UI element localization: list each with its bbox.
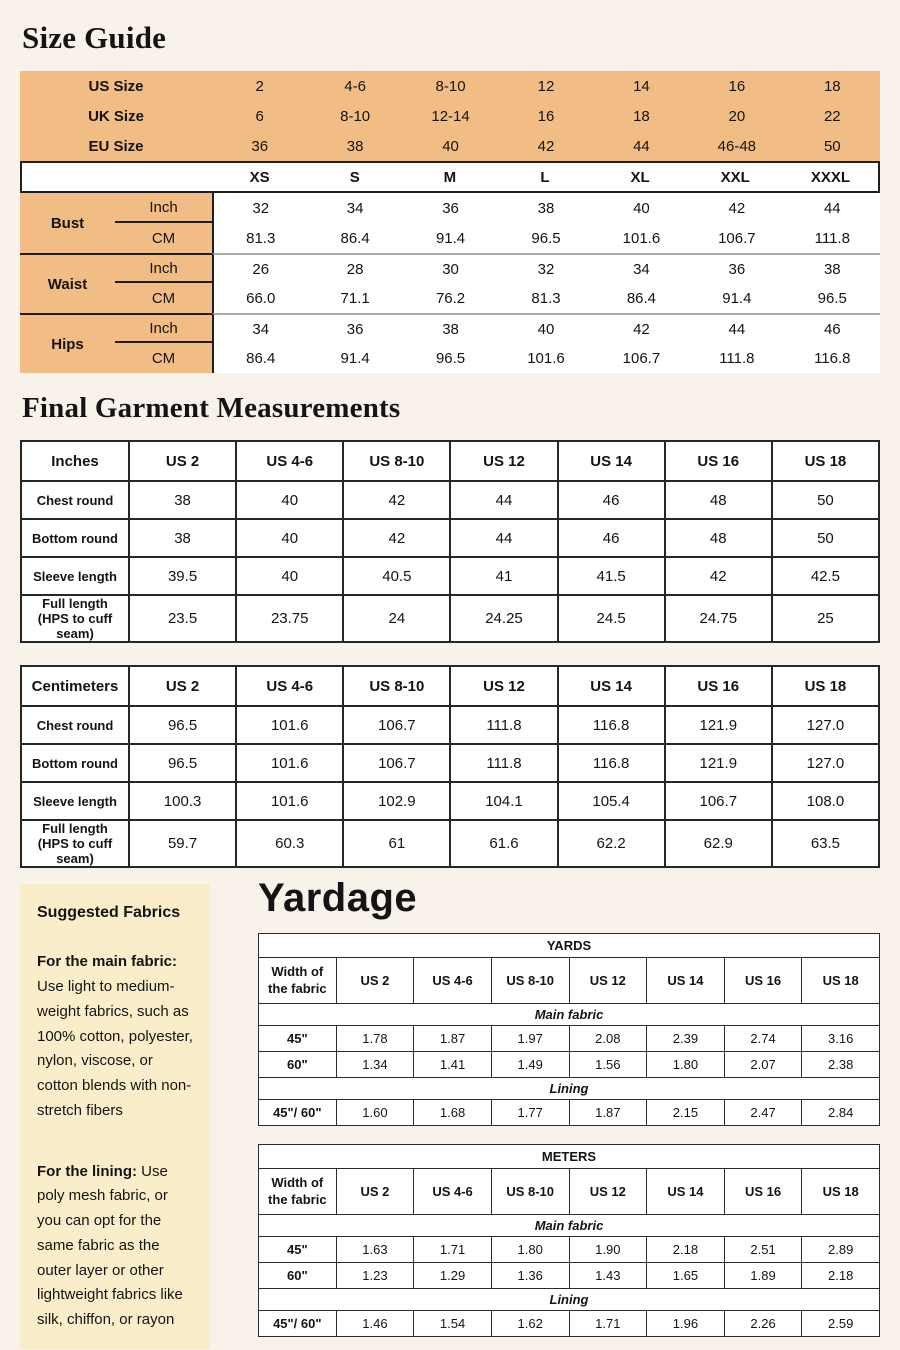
measure-value-cm: 96.5 — [403, 343, 498, 373]
yardage-header-row — [259, 1169, 880, 1215]
yardage-value: 1.34 — [336, 1052, 414, 1078]
garment-row — [21, 820, 879, 867]
size-column-header: US 12 — [569, 1169, 647, 1215]
yardage-data-row — [259, 1311, 880, 1337]
garment-value: 24 — [343, 595, 450, 642]
size-column-header: US 2 — [129, 441, 236, 481]
table-body — [259, 934, 880, 1126]
garment-value: 42.5 — [772, 557, 879, 595]
yardage-value: 2.15 — [647, 1100, 725, 1126]
yardage-column — [258, 876, 880, 1349]
yardage-section — [20, 876, 880, 1349]
conversion-value: 6 — [255, 107, 264, 125]
yardage-value: 1.87 — [414, 1026, 492, 1052]
garment-row — [21, 744, 879, 782]
measure-value-inch: 40 — [498, 313, 593, 343]
conversion-value: 16 — [728, 77, 746, 95]
yardage-value: 2.18 — [647, 1237, 725, 1263]
yardage-value: 2.51 — [724, 1237, 802, 1263]
garment-row-label: Sleeve length — [21, 782, 129, 820]
letter-row-spacer — [22, 163, 212, 191]
measure-value-inch: 36 — [403, 193, 498, 223]
yardage-value: 1.29 — [414, 1263, 492, 1289]
garment-value: 116.8 — [558, 744, 665, 782]
fabric-section-label: Lining — [259, 1289, 880, 1311]
yardage-value: 1.41 — [414, 1052, 492, 1078]
fabrics-heading: Suggested Fabrics — [37, 904, 181, 921]
letter-size-header: XXL — [720, 168, 750, 186]
measure-value-inch: 38 — [403, 313, 498, 343]
measure-label: Bust — [20, 193, 115, 253]
garment-value: 104.1 — [450, 782, 557, 820]
yardage-value: 1.49 — [491, 1052, 569, 1078]
conversion-value: 38 — [346, 137, 364, 155]
yardage-value: 2.74 — [724, 1026, 802, 1052]
conversion-value: 14 — [633, 77, 650, 95]
size-column-header: US 8-10 — [491, 1169, 569, 1215]
yardage-value: 1.89 — [724, 1263, 802, 1289]
garment-value: 127.0 — [772, 744, 879, 782]
yardage-value: 1.87 — [569, 1100, 647, 1126]
size-column-header: US 8-10 — [343, 441, 450, 481]
garment-value: 121.9 — [665, 744, 772, 782]
size-column-header: US 4-6 — [414, 1169, 492, 1215]
measure-value-inch: 46 — [785, 313, 880, 343]
yardage-value: 2.59 — [802, 1311, 880, 1337]
measure-value-cm: 71.1 — [307, 283, 402, 313]
yardage-value: 1.56 — [569, 1052, 647, 1078]
page-title: Size Guide — [22, 20, 167, 55]
lining-fabric-label: For the lining: — [37, 1162, 137, 1180]
measure-value-inch: 36 — [307, 313, 402, 343]
unit-label-cm: CM — [115, 343, 212, 373]
width-column-header: Width of the fabric — [259, 958, 337, 1004]
garment-value: 111.8 — [450, 706, 557, 744]
measure-value-cm: 101.6 — [594, 223, 689, 253]
size-column-header: US 4-6 — [414, 958, 492, 1004]
yardage-data-row — [259, 1237, 880, 1263]
yardage-value: 1.71 — [569, 1311, 647, 1337]
garment-header-row — [21, 666, 879, 706]
garment-value: 101.6 — [236, 744, 343, 782]
size-column-header: US 14 — [647, 1169, 725, 1215]
yardage-data-row — [259, 1100, 880, 1126]
yardage-value: 2.08 — [569, 1026, 647, 1052]
conversion-value: 2 — [255, 77, 264, 95]
yardage-value: 1.43 — [569, 1263, 647, 1289]
measure-value-inch: 38 — [498, 193, 593, 223]
garment-row — [21, 557, 879, 595]
yardage-value: 1.60 — [336, 1100, 414, 1126]
size-column-header: US 2 — [336, 1169, 414, 1215]
garment-value: 59.7 — [129, 820, 236, 867]
garment-value: 46 — [558, 519, 665, 557]
garment-value: 23.75 — [236, 595, 343, 642]
measure-value-cm: 111.8 — [785, 223, 880, 253]
garment-value: 96.5 — [129, 706, 236, 744]
yardage-value: 1.23 — [336, 1263, 414, 1289]
measure-value-inch: 42 — [689, 193, 784, 223]
letter-size-header: XS — [249, 168, 270, 186]
yardage-table-yards — [258, 933, 880, 1126]
yardage-value: 1.54 — [414, 1311, 492, 1337]
fabric-section-label: Main fabric — [259, 1215, 880, 1237]
yardage-value: 2.38 — [802, 1052, 880, 1078]
unit-column-header: Inches — [21, 441, 129, 481]
fabric-width-label: 60" — [259, 1263, 337, 1289]
yardage-value: 1.65 — [647, 1263, 725, 1289]
measure-value-inch: 30 — [403, 253, 498, 283]
garment-value: 127.0 — [772, 706, 879, 744]
garment-value: 38 — [129, 519, 236, 557]
size-column-header: US 16 — [724, 1169, 802, 1215]
yardage-value: 2.07 — [724, 1052, 802, 1078]
garment-value: 121.9 — [665, 706, 772, 744]
garment-row-label: Chest round — [21, 481, 129, 519]
yardage-value: 2.26 — [724, 1311, 802, 1337]
garment-value: 40 — [236, 557, 343, 595]
yardage-data-row — [259, 1263, 880, 1289]
size-column-header: US 18 — [802, 958, 880, 1004]
yardage-unit-title: YARDS — [259, 934, 880, 958]
main-fabric-note — [37, 950, 193, 1123]
measure-value-cm: 81.3 — [212, 223, 307, 253]
garment-value: 102.9 — [343, 782, 450, 820]
yardage-value: 2.47 — [724, 1100, 802, 1126]
yardage-value: 1.71 — [414, 1237, 492, 1263]
conversion-value: 4-6 — [344, 77, 366, 95]
conversion-value: 42 — [537, 137, 555, 155]
yardage-data-row — [259, 1026, 880, 1052]
table-body — [21, 441, 879, 642]
conversion-value: 18 — [633, 107, 650, 125]
yardage-value: 1.96 — [647, 1311, 725, 1337]
measure-value-cm: 91.4 — [307, 343, 402, 373]
garment-value: 48 — [665, 519, 772, 557]
garment-row-label: Sleeve length — [21, 557, 129, 595]
measure-value-cm: 106.7 — [689, 223, 784, 253]
garment-value: 40 — [236, 519, 343, 557]
fabric-section-label: Lining — [259, 1078, 880, 1100]
garment-value: 42 — [343, 481, 450, 519]
unit-column-header: Centimeters — [21, 666, 129, 706]
yardage-title-row — [259, 1145, 880, 1169]
measure-value-inch: 32 — [498, 253, 593, 283]
garment-table-centimeters — [20, 665, 880, 868]
measure-value-cm: 116.8 — [785, 343, 880, 373]
garment-row-label: Bottom round — [21, 519, 129, 557]
garment-value: 39.5 — [129, 557, 236, 595]
table-body — [259, 1145, 880, 1337]
conversion-value: 8-10 — [435, 77, 466, 95]
garment-value: 50 — [772, 519, 879, 557]
measure-value-inch: 34 — [594, 253, 689, 283]
garment-value: 46 — [558, 481, 665, 519]
fabric-width-label: 45"/ 60" — [259, 1100, 337, 1126]
size-column-header: US 12 — [450, 666, 557, 706]
measure-value-cm: 76.2 — [403, 283, 498, 313]
letter-size-header: S — [349, 168, 360, 186]
size-column-header: US 4-6 — [236, 441, 343, 481]
garment-table-inches — [20, 440, 880, 643]
garment-row — [21, 595, 879, 642]
yardage-title-row — [259, 934, 880, 958]
fabric-width-label: 60" — [259, 1052, 337, 1078]
conversion-value: 16 — [537, 107, 555, 125]
conversion-value: 8-10 — [340, 107, 371, 125]
conversion-value: 12 — [537, 77, 555, 95]
garment-value: 25 — [772, 595, 879, 642]
yardage-value: 1.77 — [491, 1100, 569, 1126]
yardage-value: 1.80 — [491, 1237, 569, 1263]
table-body — [21, 666, 879, 867]
lining-fabric-note — [37, 1160, 193, 1333]
size-column-header: US 14 — [558, 666, 665, 706]
fabric-section-row — [259, 1215, 880, 1237]
letter-size-row — [20, 161, 880, 193]
garment-value: 23.5 — [129, 595, 236, 642]
conversion-row-label: US Size — [88, 77, 144, 95]
yardage-table-meters — [258, 1144, 880, 1337]
measure-value-inch: 26 — [212, 253, 307, 283]
fabric-section-row — [259, 1289, 880, 1311]
yardage-value: 1.80 — [647, 1052, 725, 1078]
measure-value-inch: 32 — [212, 193, 307, 223]
measure-value-cm: 86.4 — [594, 283, 689, 313]
yardage-value: 2.84 — [802, 1100, 880, 1126]
yardage-title: Yardage — [258, 876, 418, 920]
size-column-header: US 2 — [336, 958, 414, 1004]
letter-size-header: XXXL — [810, 168, 851, 186]
fabric-section-label: Main fabric — [259, 1004, 880, 1026]
garment-value: 42 — [665, 557, 772, 595]
garment-value: 101.6 — [236, 782, 343, 820]
garment-value: 24.75 — [665, 595, 772, 642]
measure-value-inch: 44 — [785, 193, 880, 223]
unit-label-cm: CM — [115, 223, 212, 253]
measure-value-inch: 44 — [689, 313, 784, 343]
conversion-value: 22 — [823, 107, 841, 125]
yardage-value: 1.97 — [491, 1026, 569, 1052]
yardage-value: 1.46 — [336, 1311, 414, 1337]
conversion-value: 46-48 — [717, 137, 757, 155]
measure-value-inch: 42 — [594, 313, 689, 343]
unit-label-inch: Inch — [115, 253, 212, 283]
conversion-row-label: EU Size — [88, 137, 144, 155]
garment-value: 101.6 — [236, 706, 343, 744]
garment-value: 24.5 — [558, 595, 665, 642]
garment-row — [21, 706, 879, 744]
size-column-header: US 16 — [665, 666, 772, 706]
garment-value: 42 — [343, 519, 450, 557]
garment-value: 40.5 — [343, 557, 450, 595]
yardage-value: 1.62 — [491, 1311, 569, 1337]
width-column-header: Width of the fabric — [259, 1169, 337, 1215]
size-column-header: US 18 — [772, 441, 879, 481]
fabric-width-label: 45" — [259, 1237, 337, 1263]
garment-value: 41 — [450, 557, 557, 595]
size-column-header: US 16 — [724, 958, 802, 1004]
measure-value-cm: 91.4 — [689, 283, 784, 313]
garment-value: 63.5 — [772, 820, 879, 867]
garment-value: 40 — [236, 481, 343, 519]
garment-value: 41.5 — [558, 557, 665, 595]
garment-value: 24.25 — [450, 595, 557, 642]
conversion-value: 36 — [251, 137, 269, 155]
measure-value-cm: 111.8 — [689, 343, 784, 373]
yardage-value: 2.18 — [802, 1263, 880, 1289]
garment-value: 100.3 — [129, 782, 236, 820]
garment-value: 108.0 — [772, 782, 879, 820]
measure-value-inch: 28 — [307, 253, 402, 283]
yardage-value: 1.36 — [491, 1263, 569, 1289]
measure-value-inch: 40 — [594, 193, 689, 223]
garment-row — [21, 519, 879, 557]
yardage-value: 1.78 — [336, 1026, 414, 1052]
conversion-value: 40 — [442, 137, 459, 155]
size-column-header: US 2 — [129, 666, 236, 706]
garment-value: 60.3 — [236, 820, 343, 867]
measure-label: Hips — [20, 313, 115, 373]
yardage-data-row — [259, 1052, 880, 1078]
size-column-header: US 16 — [665, 441, 772, 481]
garment-row — [21, 782, 879, 820]
garment-row-label: Chest round — [21, 706, 129, 744]
size-column-header: US 18 — [802, 1169, 880, 1215]
yardage-value: 2.89 — [802, 1237, 880, 1263]
measure-value-cm: 96.5 — [785, 283, 880, 313]
measure-label: Waist — [20, 253, 115, 313]
table-gap — [20, 643, 880, 665]
measure-value-cm: 86.4 — [307, 223, 402, 253]
letter-size-header: L — [540, 168, 550, 186]
garment-value: 61.6 — [450, 820, 557, 867]
size-column-header: US 18 — [772, 666, 879, 706]
size-column-header: US 8-10 — [491, 958, 569, 1004]
garment-value: 106.7 — [343, 706, 450, 744]
size-column-header: US 12 — [450, 441, 557, 481]
lining-fabric-text: Use poly mesh fabric, or you can opt for the same fabric as the outer layer or other lightweight fabrics like silk, chiffon, or rayon — [37, 1162, 183, 1329]
garment-value: 105.4 — [558, 782, 665, 820]
yardage-value: 1.68 — [414, 1100, 492, 1126]
fabric-section-row — [259, 1004, 880, 1026]
garment-value: 62.9 — [665, 820, 772, 867]
main-fabric-label: For the main fabric: — [37, 953, 178, 971]
unit-label-inch: Inch — [115, 193, 212, 223]
garment-header-row — [21, 441, 879, 481]
letter-size-header: XL — [630, 168, 650, 186]
measure-value-cm: 66.0 — [212, 283, 307, 313]
size-conversion-table — [20, 71, 880, 161]
garment-value: 116.8 — [558, 706, 665, 744]
yardage-header-row — [259, 958, 880, 1004]
measure-value-inch: 34 — [212, 313, 307, 343]
garment-value: 48 — [665, 481, 772, 519]
garment-value: 96.5 — [129, 744, 236, 782]
yardage-value: 2.39 — [647, 1026, 725, 1052]
measure-value-inch: 38 — [785, 253, 880, 283]
garment-value: 50 — [772, 481, 879, 519]
yardage-unit-title: METERS — [259, 1145, 880, 1169]
letter-size-header: M — [443, 168, 457, 186]
measure-value-cm: 81.3 — [498, 283, 593, 313]
conversion-value: 44 — [633, 137, 650, 155]
yardage-value: 1.63 — [336, 1237, 414, 1263]
measure-value-cm: 96.5 — [498, 223, 593, 253]
size-column-header: US 4-6 — [236, 666, 343, 706]
fabric-width-label: 45" — [259, 1026, 337, 1052]
measure-value-cm: 86.4 — [212, 343, 307, 373]
fabric-section-row — [259, 1078, 880, 1100]
garment-row-label: Full length (HPS to cuff seam) — [21, 595, 129, 642]
size-column-header: US 14 — [558, 441, 665, 481]
measure-value-cm: 91.4 — [403, 223, 498, 253]
yardage-value: 3.16 — [802, 1026, 880, 1052]
main-fabric-text: Use light to medium-weight fabrics, such as 100% cotton, polyester, nylon, viscose, or cotton blends with non-stretch fibers — [37, 978, 193, 1119]
garment-value: 38 — [129, 481, 236, 519]
unit-label-inch: Inch — [115, 313, 212, 343]
garment-value: 106.7 — [343, 744, 450, 782]
conversion-value: 50 — [823, 137, 841, 155]
garment-row — [21, 481, 879, 519]
garment-value: 44 — [450, 519, 557, 557]
measure-value-cm: 106.7 — [594, 343, 689, 373]
garment-section-title: Final Garment Measurements — [22, 392, 401, 424]
conversion-value: 12-14 — [431, 107, 470, 125]
measure-value-inch: 36 — [689, 253, 784, 283]
measure-value-cm: 101.6 — [498, 343, 593, 373]
measure-value-inch: 34 — [307, 193, 402, 223]
fabric-width-label: 45"/ 60" — [259, 1311, 337, 1337]
conversion-value: 20 — [728, 107, 746, 125]
conversion-value: 18 — [823, 77, 841, 95]
size-column-header: US 12 — [569, 958, 647, 1004]
garment-value: 44 — [450, 481, 557, 519]
garment-value: 61 — [343, 820, 450, 867]
size-column-header: US 14 — [647, 958, 725, 1004]
garment-row-label: Full length (HPS to cuff seam) — [21, 820, 129, 867]
yardage-value: 1.90 — [569, 1237, 647, 1263]
body-measurement-table — [20, 193, 880, 373]
unit-label-cm: CM — [115, 283, 212, 313]
size-column-header: US 8-10 — [343, 666, 450, 706]
suggested-fabrics-panel — [20, 884, 210, 1349]
garment-value: 106.7 — [665, 782, 772, 820]
garment-row-label: Bottom round — [21, 744, 129, 782]
garment-value: 111.8 — [450, 744, 557, 782]
conversion-row-label: UK Size — [88, 107, 144, 125]
garment-value: 62.2 — [558, 820, 665, 867]
